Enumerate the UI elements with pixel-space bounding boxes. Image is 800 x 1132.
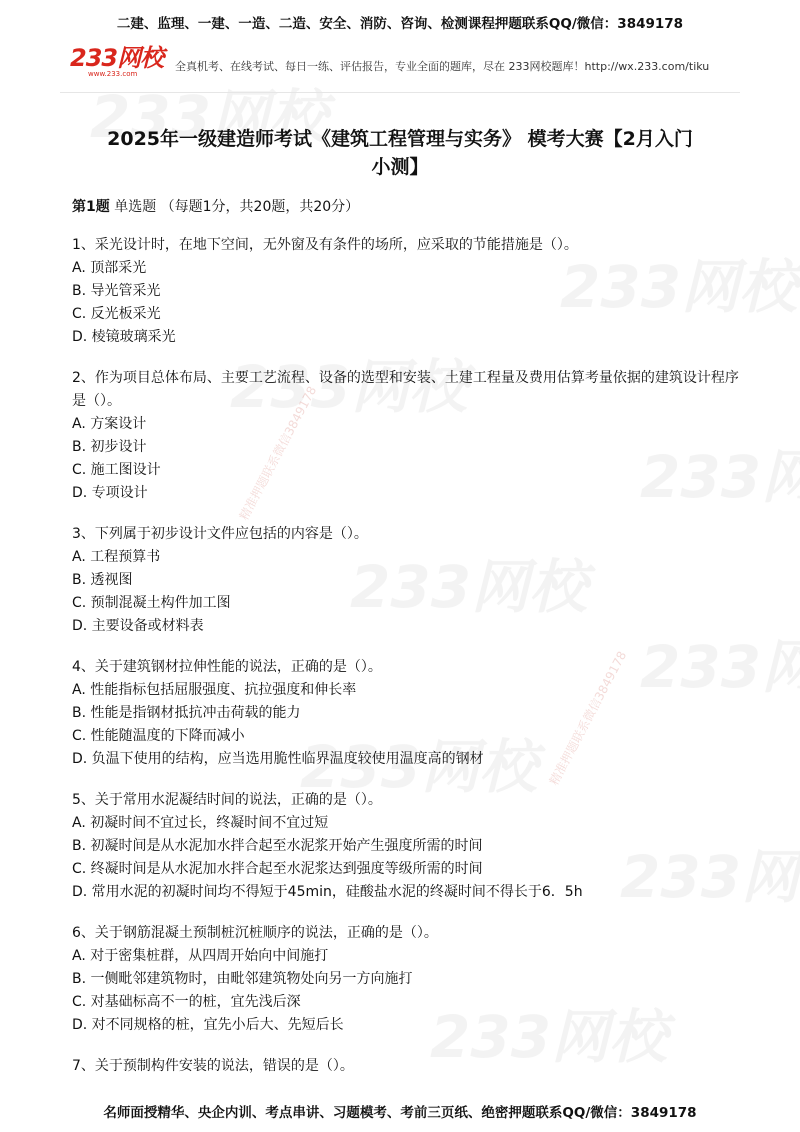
question-item [72,234,752,349]
option-b: B. 初凝时间是从水泥加水拌合起至水泥浆开始产生强度所需的时间 [72,838,483,854]
question-item [72,1055,752,1078]
option-d: D. 对不同规格的桩，宜先小后大、先短后长 [72,1017,344,1033]
document-title [70,125,730,181]
option-a: A. 工程预算书 [72,549,161,565]
title-line-2: 小测】 [371,156,429,178]
side-watermark: 精准押题联系微信3849178 [236,383,320,523]
option-c: C. 对基础标高不一的桩，宜先浅后深 [72,994,301,1010]
page-header [60,40,740,88]
question-stem: 3、下列属于初步设计文件应包括的内容是（）。 [72,526,368,542]
option-d: D. 主要设备或材料表 [72,618,204,634]
question-item [72,922,752,1037]
question-stem: 7、关于预制构件安装的说法，错误的是（）。 [72,1058,354,1074]
option-c: C. 预制混凝土构件加工图 [72,595,231,611]
section-number: 第1题 [72,199,110,215]
logo-subtext: www.233.com [88,70,138,78]
question-list [72,234,752,1096]
option-c: C. 终凝时间是从水泥加水拌合起至水泥浆达到强度等级所需的时间 [72,861,483,877]
option-b: B. 性能是指钢材抵抗冲击荷载的能力 [72,705,301,721]
option-d: D. 专项设计 [72,485,148,501]
option-d: D. 棱镜玻璃采光 [72,329,176,345]
header-slogan: 全真机考、在线考试、每日一练、评估报告，专业全面的题库，尽在 233网校题库！http://wx.233.com/tiku [175,60,710,73]
question-stem: 4、关于建筑钢材拉伸性能的说法，正确的是（）。 [72,659,382,675]
brand-logo [70,46,166,76]
top-banner: 二建、监理、一建、一造、二造、安全、消防、咨询、检测课程押题联系QQ/微信：3849178 [116,16,684,32]
option-a: A. 方案设计 [72,416,147,432]
option-c: C. 施工图设计 [72,462,161,478]
question-stem: 1、采光设计时，在地下空间，无外窗及有条件的场所，应采取的节能措施是（）。 [72,237,578,253]
title-line-1: 2025年一级建造师考试《建筑工程管理与实务》 模考大赛【2月入门 [107,128,693,150]
option-a: A. 顶部采光 [72,260,147,276]
option-c: C. 性能随温度的下降而减小 [72,728,245,744]
section-heading [72,196,359,216]
question-item [72,523,752,638]
question-stem: 6、关于钢筋混凝土预制桩沉桩顺序的说法，正确的是（）。 [72,925,438,941]
question-item [72,367,752,505]
option-d: D. 负温下使用的结构，应当选用脆性临界温度较使用温度高的钢材 [72,751,484,767]
bottom-banner: 名师面授精华、央企内训、考点串讲、习题模考、考前三页纸、绝密押题联系QQ/微信：3849178 [103,1105,697,1121]
question-item [72,789,752,904]
option-a: A. 对于密集桩群，从四周开始向中间施打 [72,948,329,964]
header-divider [60,92,740,93]
option-a: A. 初凝时间不宜过长，终凝时间不宜过短 [72,815,329,831]
section-description: 单选题 （每题1分，共20题，共20分） [109,199,360,215]
side-watermark: 精准押题联系微信3849178 [546,648,630,788]
option-b: B. 一侧毗邻建筑物时，由毗邻建筑物处向另一方向施打 [72,971,413,987]
option-d: D. 常用水泥的初凝时间均不得短于45min，硅酸盐水泥的终凝时间不得长于6．5h [72,884,583,900]
question-item [72,656,752,771]
question-stem: 5、关于常用水泥凝结时间的说法，正确的是（）。 [72,792,382,808]
option-b: B. 初步设计 [72,439,147,455]
option-a: A. 性能指标包括屈服强度、抗拉强度和伸长率 [72,682,357,698]
logo-text: 233网校 [70,44,164,72]
option-c: C. 反光板采光 [72,306,161,322]
option-b: B. 导光管采光 [72,283,161,299]
question-stem: 2、作为项目总体布局、主要工艺流程、设备的选型和安装、土建工程量及费用估算考量依据的建筑设计程序是（）。 [72,370,739,409]
option-b: B. 透视图 [72,572,133,588]
